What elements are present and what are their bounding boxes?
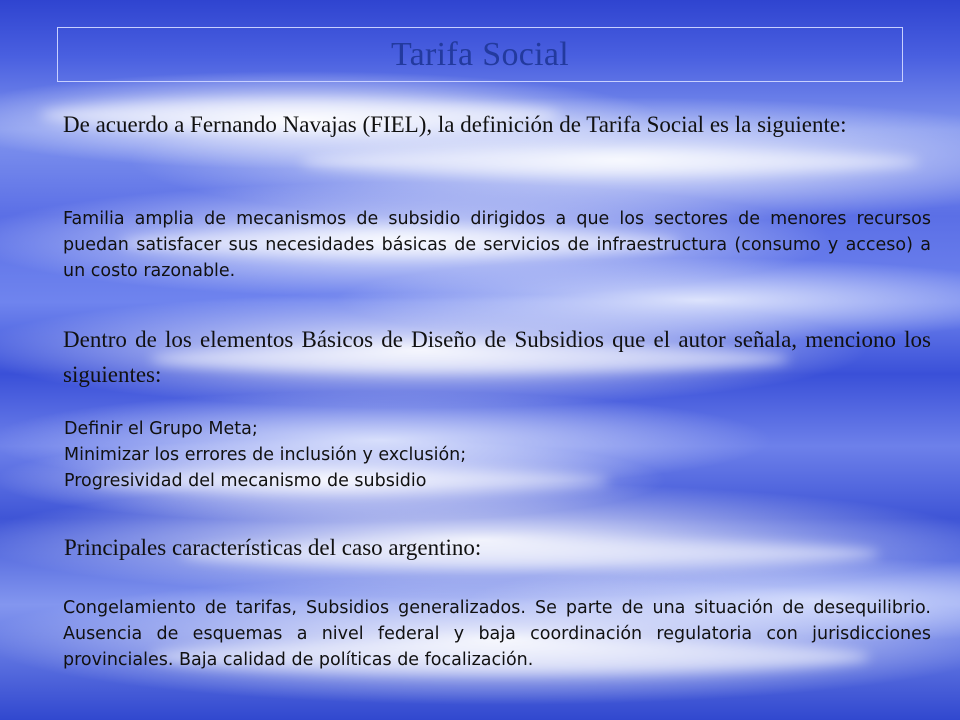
intro-paragraph: De acuerdo a Fernando Navajas (FIEL), la definición de Tarifa Social es la siguiente: [63,112,847,137]
list-item: Definir el Grupo Meta; [64,419,258,439]
cloud-streak [300,150,920,174]
title-box [57,27,903,82]
case-paragraph: Congelamiento de tarifas, Subsidios generalizados. Se parte de una situación de desequilibrio. Ausencia de esquemas a nivel federal y baja coordinación regulatoria con jurisdicciones provinciales. Baja calidad de políticas de focalización. [63,598,931,670]
list-item: Minimizar los errores de inclusión y exclusión; [64,445,467,465]
elements-list [64,416,924,494]
case-heading: Principales características del caso argentino: [64,535,482,560]
definition-paragraph: Familia amplia de mecanismos de subsidio dirigidos a que los sectores de menores recursos puedan satisfacer sus necesidades básicas de servicios de infraestructura (consumo y acceso) a un costo razonable. [63,209,931,281]
elements-intro-paragraph: Dentro de los elementos Básicos de Diseño de Subsidios que el autor señala, menciono los siguientes: [63,327,931,387]
slide-title: Tarifa Social [390,35,570,73]
list-item: Progresividad del mecanismo de subsidio [64,471,427,491]
